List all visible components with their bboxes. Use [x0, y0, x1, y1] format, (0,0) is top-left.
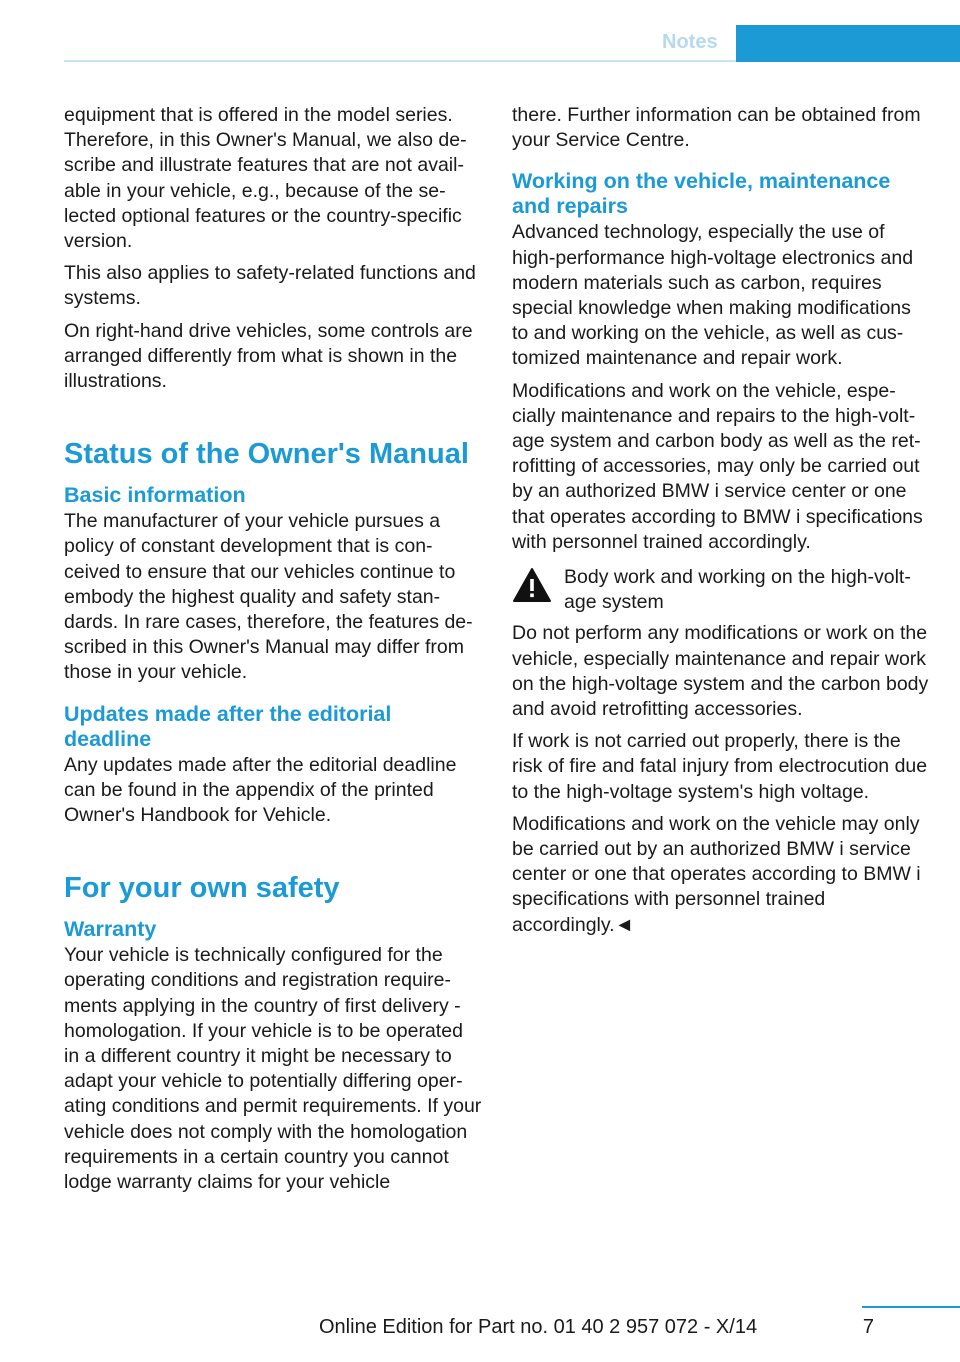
safety-heading: For your own safety [64, 872, 340, 905]
footer-rule [862, 1306, 960, 1308]
header-accent-bar [736, 25, 960, 62]
intro-paragraph-3: On right-hand drive vehicles, some controls are arranged differently from what is shown in the illustrations. [64, 319, 473, 393]
status-heading: Status of the Owner's Manual [64, 438, 469, 471]
warning-paragraph-3: Modifications and work on the vehicle may only be carried out by an authorized BMW i service center or one that operates according to BMW i specifications with personnel trained accordingly.◄ [512, 812, 921, 936]
maintenance-heading: Working on the vehicle, maintenance and repairs [512, 169, 891, 219]
warning-paragraph-1: Do not perform any modifications or work on the vehicle, especially maintenance and repair work on the high-voltage system and the carbon body and avoid retrofitting accessories. [512, 622, 929, 721]
warranty-heading: Warranty [64, 917, 157, 942]
intro-paragraph-2: This also applies to safety-related functions and systems. [64, 262, 476, 310]
right-column [512, 103, 930, 945]
maintenance-paragraph-1: Advanced technology, especially the use of high-performance high-voltage electronics and modern materials such as carbon, requires special knowledge when making modifications to and working on the vehicle, as well as customized maintenance and repair work. [512, 221, 914, 370]
warning-title: Body work and working on the high-voltage system [564, 566, 911, 614]
updates-text: Any updates made after the editorial deadline can be found in the appendix of the printed Owner's Handbook for Vehicle. [64, 753, 457, 827]
basic-info-heading: Basic information [64, 483, 246, 508]
left-column [64, 103, 482, 1202]
section-title: Notes [662, 31, 718, 53]
edition-footer: Online Edition for Part no. 01 40 2 957 072 - X/14 [319, 1316, 758, 1338]
continuation-text: there. Further information can be obtained from your Service Centre. [512, 104, 921, 152]
updates-heading: Updates made after the editorial deadline [64, 701, 392, 751]
warning-triangle-icon [512, 567, 552, 603]
header-rule [64, 60, 736, 62]
warning-paragraph-2: If work is not carried out properly, there is the risk of fire and fatal injury from electrocution due to the high-voltage system's high voltage. [512, 730, 928, 803]
intro-paragraph-1: equipment that is offered in the model series. Therefore, in this Owner's Manual, we also describe and illustrate features that are not available in your vehicle, e.g., because of the selected optional features or the country-specific version. [64, 104, 467, 253]
warranty-text: Your vehicle is technically configured for the operating conditions and registration requirements applying in the country of first delivery - homologation. If your vehicle is to be operated in a different country it might be necessary to adapt your vehicle to potentially differing operating conditions and permit requirements. If your vehicle does not comply with the homologation requirements in a certain country you cannot lodge warranty claims for your vehicle [64, 944, 482, 1194]
warning-box [512, 565, 930, 615]
basic-info-text: The manufacturer of your vehicle pursues a policy of constant development that is conceived to ensure that our vehicles continue to embody the highest quality and safety standards. In rare cases, therefore, the features described in this Owner's Manual may differ from those in your vehicle. [64, 510, 473, 684]
page-number: 7 [862, 1316, 874, 1338]
maintenance-paragraph-2: Modifications and work on the vehicle, especially maintenance and repairs to the high-voltage system and carbon body as well as the retrofitting of accessories, may only be carried out by an authorized BMW i service center or one that operates according to BMW i specifications with personnel trained accordingly. [512, 379, 923, 553]
